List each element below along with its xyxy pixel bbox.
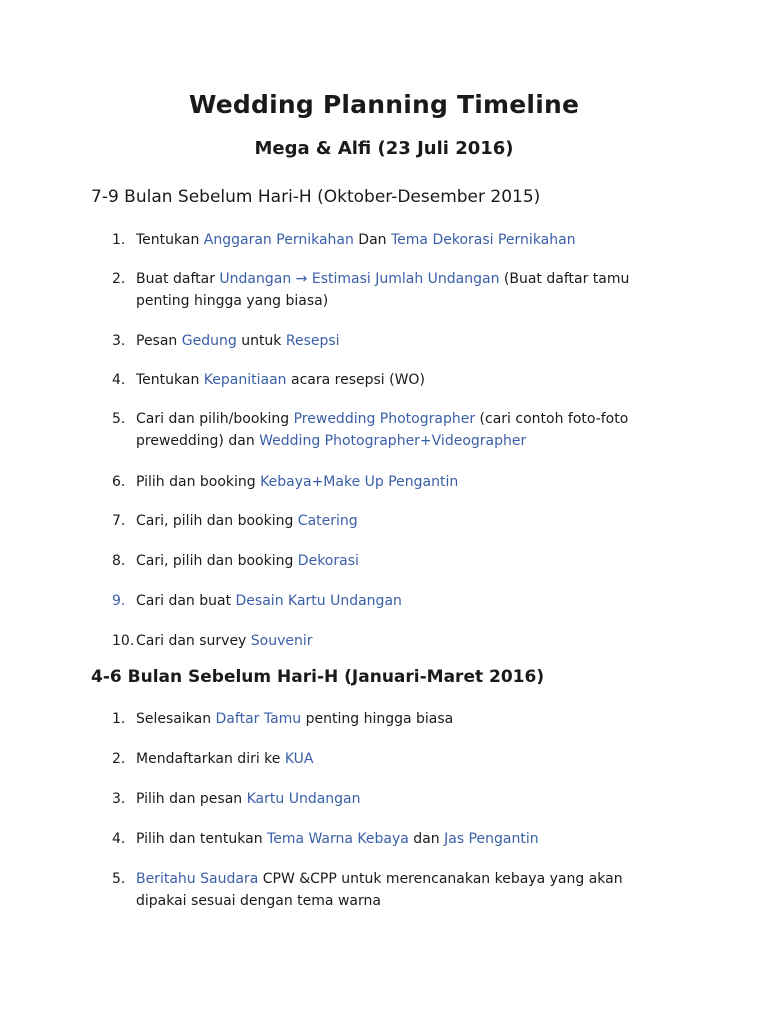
item-text-segment: Pilih dan tentukan xyxy=(136,831,268,847)
item-text-segment: CPW &CPP untuk merencanakan kebaya yang akan dipakai sesuai dengan tema warna xyxy=(136,871,623,909)
item-text-segment: (Buat daftar tamu penting hingga yang biasa) xyxy=(136,271,630,309)
list-item-text xyxy=(136,550,656,572)
document-subtitle: Mega & Alfi (23 Juli 2016) xyxy=(254,138,514,159)
highlighted-term: Kebaya+Make Up Pengantin xyxy=(260,474,459,490)
document-title: Wedding Planning Timeline xyxy=(188,90,580,119)
list-item-number: 8. xyxy=(112,553,126,569)
highlighted-term: Kepanitiaan xyxy=(203,372,287,388)
item-text-segment: Selesaikan xyxy=(136,711,216,727)
item-text-segment: Buat daftar xyxy=(136,271,220,287)
section-heading-2: 4-6 Bulan Sebelum Hari-H (Januari-Maret 2016) xyxy=(91,667,545,687)
highlighted-term: Daftar Tamu xyxy=(215,711,302,727)
highlighted-term: Prewedding Photographer xyxy=(293,411,476,427)
item-text-segment: Cari dan survey xyxy=(136,633,251,649)
list-item-text xyxy=(136,268,656,312)
item-text-segment: Mendaftarkan diri ke xyxy=(136,751,285,767)
highlighted-term: Wedding Photographer+Videographer xyxy=(259,433,527,449)
highlighted-term: Desain Kartu Undangan xyxy=(235,593,402,609)
highlighted-term: Souvenir xyxy=(250,633,313,649)
item-text-segment: Cari dan pilih/booking xyxy=(136,411,294,427)
item-text-segment: Cari, pilih dan booking xyxy=(136,513,298,529)
list-item-number: 9. xyxy=(112,593,126,609)
list-item-number: 6. xyxy=(112,474,126,490)
list-item-number: 4. xyxy=(112,372,126,388)
item-text-segment: Tentukan xyxy=(136,232,204,248)
list-item-text xyxy=(136,229,656,251)
list-item-text xyxy=(136,868,656,912)
list-item-number: 7. xyxy=(112,513,126,529)
list-item-text xyxy=(136,330,656,352)
list-item-text xyxy=(136,630,656,652)
item-text-segment: Pesan xyxy=(136,333,182,349)
highlighted-term: Resepsi xyxy=(285,333,340,349)
item-text-segment: Tentukan xyxy=(136,372,204,388)
list-item-number: 1. xyxy=(112,232,126,248)
list-item-number: 1. xyxy=(112,711,126,727)
list-item-number: 5. xyxy=(112,871,126,887)
section-heading-1: 7-9 Bulan Sebelum Hari-H (Oktober-Desember 2015) xyxy=(91,187,541,207)
list-item-number: 3. xyxy=(112,791,126,807)
item-text-segment: acara resepsi (WO) xyxy=(286,372,425,388)
item-text-segment: Pilih dan pesan xyxy=(136,791,247,807)
highlighted-term: Jas Pengantin xyxy=(444,831,539,847)
highlighted-term: Kartu Undangan xyxy=(246,791,361,807)
list-item-number: 2. xyxy=(112,271,126,287)
item-text-segment: penting hingga biasa xyxy=(301,711,454,727)
list-item-text xyxy=(136,471,656,493)
highlighted-term: Catering xyxy=(297,513,358,529)
list-item-text xyxy=(136,510,656,532)
item-text-segment: Pilih dan booking xyxy=(136,474,261,490)
item-text-segment: Dan xyxy=(353,232,391,248)
item-text-segment: dan xyxy=(408,831,445,847)
list-item-text xyxy=(136,590,656,612)
list-item-text xyxy=(136,708,656,730)
highlighted-term: Gedung xyxy=(181,333,237,349)
item-text-segment: (cari contoh foto-foto prewedding) dan xyxy=(136,411,629,449)
list-item-text xyxy=(136,408,656,452)
item-text-segment: untuk xyxy=(236,333,286,349)
highlighted-term: KUA xyxy=(284,751,314,767)
highlighted-term: Tema Warna Kebaya xyxy=(267,831,409,847)
list-item-number: 3. xyxy=(112,333,126,349)
list-item-text xyxy=(136,748,656,770)
highlighted-term: Undangan → Estimasi Jumlah Undangan xyxy=(219,271,500,287)
highlighted-term: Dekorasi xyxy=(297,553,359,569)
list-item-number: 5. xyxy=(112,411,126,427)
list-item-number: 2. xyxy=(112,751,126,767)
list-item-text xyxy=(136,828,656,850)
item-text-segment: Cari dan buat xyxy=(136,593,236,609)
highlighted-term: Tema Dekorasi Pernikahan xyxy=(391,232,576,248)
list-item-text xyxy=(136,369,656,391)
highlighted-term: Beritahu Saudara xyxy=(136,871,259,887)
list-item-number: 4. xyxy=(112,831,126,847)
highlighted-term: Anggaran Pernikahan xyxy=(203,232,354,248)
item-text-segment: Cari, pilih dan booking xyxy=(136,553,298,569)
list-item-text xyxy=(136,788,656,810)
list-item-number: 10. xyxy=(112,633,135,649)
